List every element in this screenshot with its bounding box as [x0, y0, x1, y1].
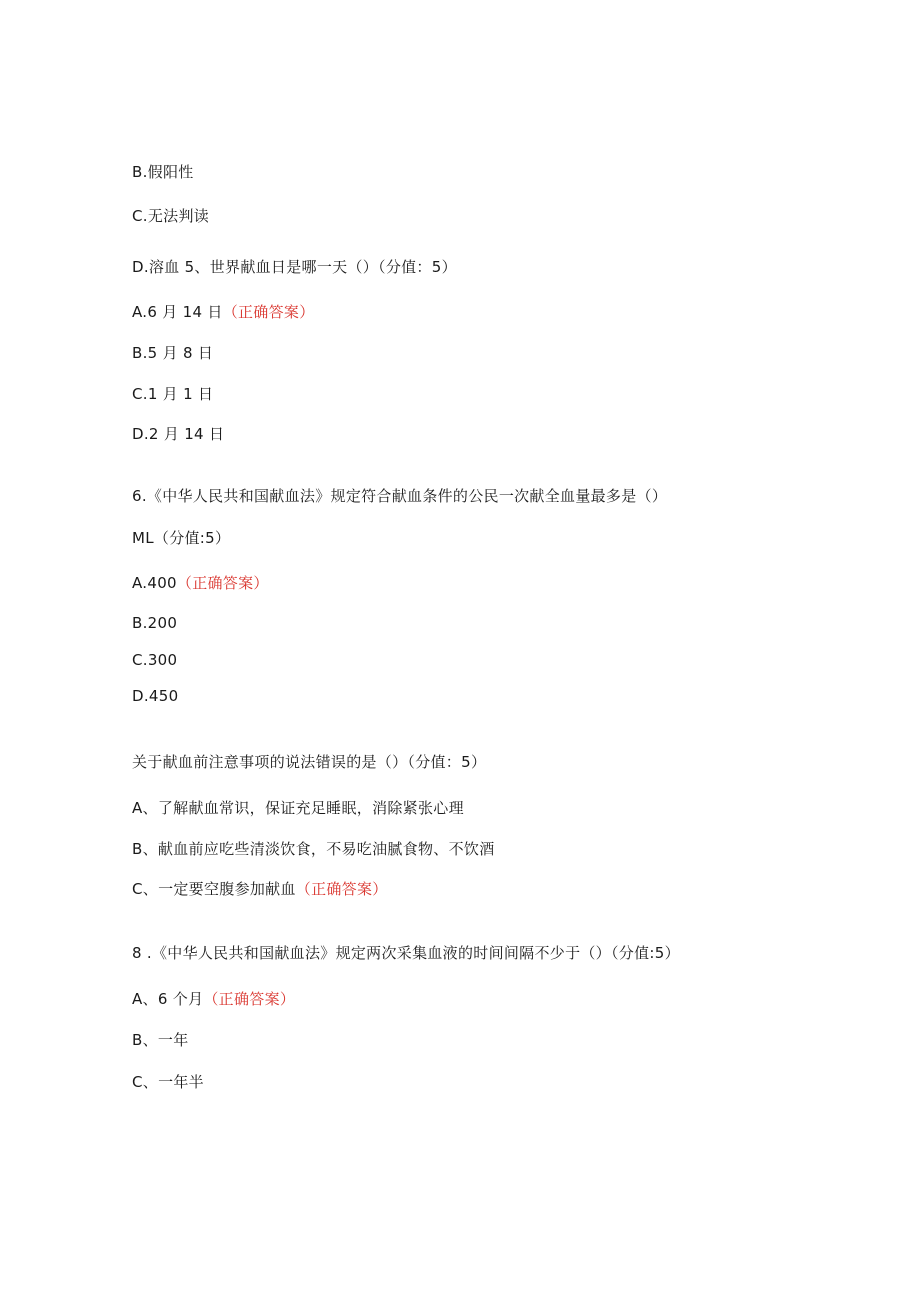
correct-answer-marker: （正确答案）: [295, 880, 388, 898]
correct-answer-marker: （正确答案）: [222, 303, 315, 321]
q5-option-a: A.6 月 14 日（正确答案）: [132, 303, 315, 321]
correct-answer-marker: （正确答案）: [203, 990, 296, 1008]
question-6-line-2: ML（分值:5）: [132, 529, 231, 547]
q8-option-c: C、一年半: [132, 1073, 204, 1091]
question-6-line-1: 6.《中华人民共和国献血法》规定符合献血条件的公民一次献全血量最多是（）: [132, 487, 668, 505]
q6-option-a: A.400（正确答案）: [132, 574, 269, 592]
option-b-false-positive: B.假阳性: [132, 163, 194, 181]
q5-option-d: D.2 月 14 日: [132, 425, 225, 443]
q6-option-d: D.450: [132, 687, 179, 705]
q7-option-b: B、献血前应吃些清淡饮食，不易吃油腻食物、不饮酒: [132, 840, 495, 858]
q8-option-b: B、一年: [132, 1031, 189, 1049]
question-8-line: 8 .《中华人民共和国献血法》规定两次采集血液的时间间隔不少于（）（分值:5）: [132, 944, 680, 962]
question-7-line: 关于献血前注意事项的说法错误的是（）（分值：5）: [132, 753, 487, 771]
q5-option-b: B.5 月 8 日: [132, 344, 214, 362]
option-c-undeterminable: C.无法判读: [132, 207, 210, 225]
q6-option-b: B.200: [132, 614, 178, 632]
q7-option-c: C、一定要空腹参加献血（正确答案）: [132, 880, 388, 898]
q6-option-c: C.300: [132, 651, 178, 669]
correct-answer-marker: （正确答案）: [176, 574, 269, 592]
q8-option-a: A、6 个月（正确答案）: [132, 990, 296, 1008]
q5-option-c: C.1 月 1 日: [132, 385, 214, 403]
q7-option-a: A、了解献血常识，保证充足睡眠，消除紧张心理: [132, 799, 464, 817]
question-5-line: D.溶血 5、世界献血日是哪一天（）（分值：5）: [132, 258, 457, 276]
